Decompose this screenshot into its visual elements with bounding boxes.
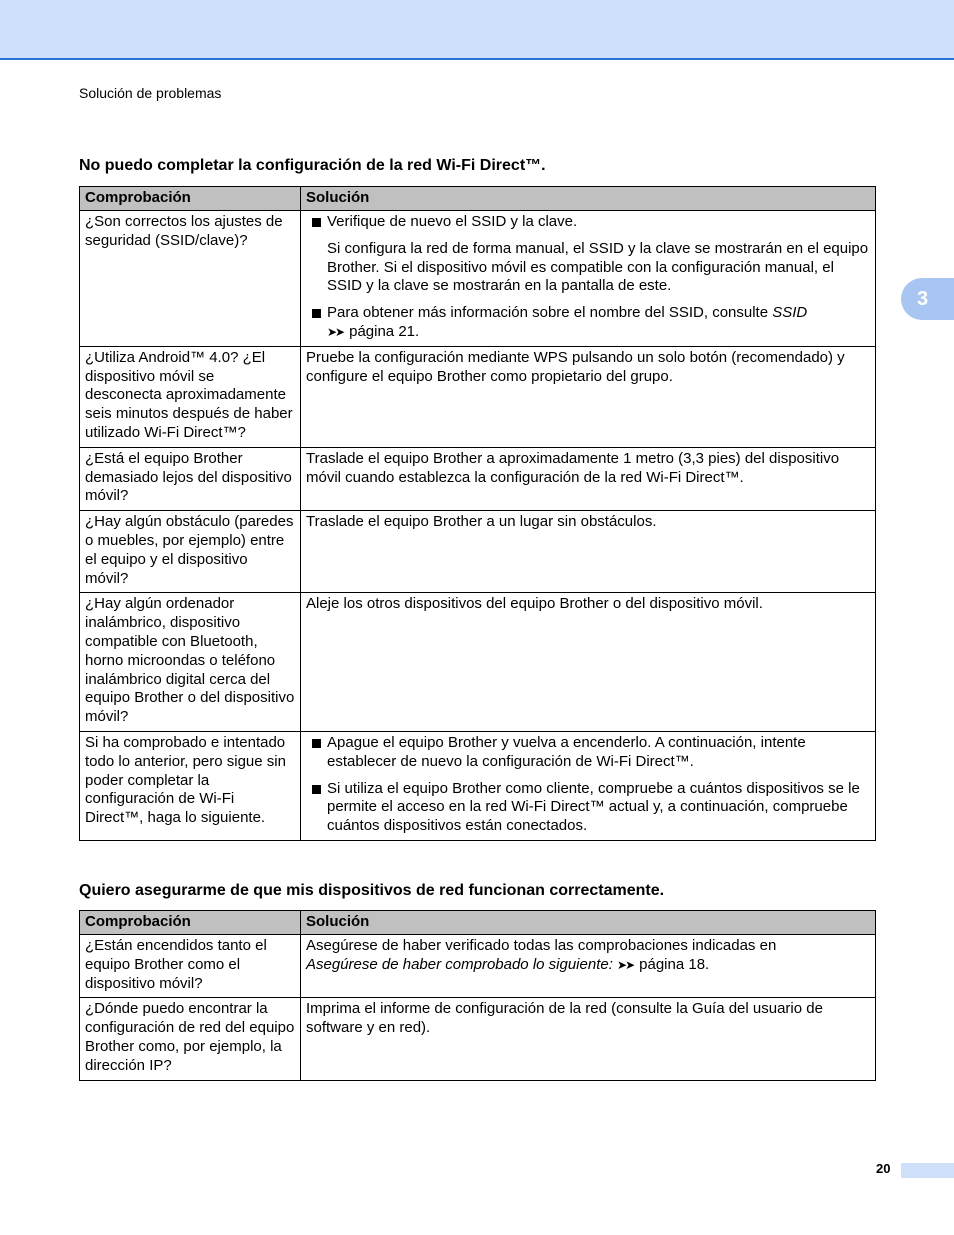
table-row <box>80 346 876 447</box>
column-header-solution: Solución <box>301 911 876 935</box>
check-cell: ¿Hay algún obstáculo (paredes o muebles, por ejemplo) entre el equipo y el dispositivo móvil? <box>80 511 301 593</box>
table-header-row <box>80 187 876 211</box>
square-bullet-icon <box>312 218 321 227</box>
bullet-text: Apague el equipo Brother y vuelva a encenderlo. A continuación, intente establecer de nuevo la configuración de Wi-Fi Direct™. <box>327 733 806 770</box>
check-cell: Si ha comprobado e intentado todo lo anterior, pero sigue sin poder completar la configuración de Wi-Fi Direct™, haga lo siguiente. <box>80 731 301 840</box>
running-head: Solución de problemas <box>79 85 222 101</box>
square-bullet-icon <box>312 785 321 794</box>
double-arrow-icon: ➤➤ <box>327 324 344 339</box>
page-number-tab <box>901 1163 954 1178</box>
bullet-list <box>306 213 870 342</box>
column-header-solution: Solución <box>301 187 876 211</box>
section-heading-network-check: Quiero asegurarme de que mis dispositivos de red funcionan correctamente. <box>79 882 665 899</box>
table-row <box>80 447 876 510</box>
check-cell: ¿Están encendidos tanto el equipo Brother como el dispositivo móvil? <box>80 935 301 998</box>
cross-reference-link[interactable]: Asegúrese de haber comprobado lo siguiente: <box>306 955 613 973</box>
cross-reference-link[interactable]: SSID <box>772 304 808 322</box>
bullet-item <box>306 734 870 772</box>
solution-cell: Traslade el equipo Brother a un lugar sin obstáculos. <box>301 511 876 593</box>
bullet-sub-paragraph: Si configura la red de forma manual, el SSID y la clave se mostrarán en el equipo Brother. Si el dispositivo móvil es compatible con la configuración manual, el SSID y la clave se mostrarán en la pantalla de este. <box>327 239 869 295</box>
table-row <box>80 731 876 840</box>
bullet-text: Para obtener más información sobre el nombre del SSID, consulte <box>327 304 773 322</box>
chapter-number: 3 <box>916 287 929 310</box>
bullet-item <box>306 213 870 296</box>
bullet-item <box>306 780 870 836</box>
check-cell: ¿Dónde puedo encontrar la configuración de red del equipo Brother como, por ejemplo, la dirección IP? <box>80 998 301 1080</box>
top-rule <box>0 58 954 60</box>
bullet-item <box>306 304 870 342</box>
section-heading-wifi-direct: No puedo completar la configuración de la red Wi-Fi Direct™. <box>79 157 546 174</box>
square-bullet-icon <box>312 309 321 318</box>
solution-cell: Traslade el equipo Brother a aproximadamente 1 metro (3,3 pies) del dispositivo móvil cuando establezca la configuración de la red Wi-Fi Direct™. <box>301 447 876 510</box>
solution-cell: Pruebe la configuración mediante WPS pulsando un solo botón (recomendado) y configure el equipo Brother como propietario del grupo. <box>301 346 876 447</box>
chapter-tab[interactable] <box>901 278 954 320</box>
page-reference: página 18. <box>639 955 710 973</box>
check-cell: ¿Hay algún ordenador inalámbrico, dispositivo compatible con Bluetooth, horno microondas o teléfono inalámbrico digital cerca del equipo Brother o del dispositivo móvil? <box>80 593 301 732</box>
solution-cell <box>301 731 876 840</box>
solution-text: Asegúrese de haber verificado todas las comprobaciones indicadas en <box>306 937 777 954</box>
page-reference: página 21. <box>349 322 420 340</box>
page-number: 20 <box>876 1161 891 1176</box>
column-header-check: Comprobación <box>80 911 301 935</box>
table-row <box>80 211 876 347</box>
solution-cell <box>301 211 876 347</box>
bullet-text: Si utiliza el equipo Brother como cliente, compruebe a cuántos dispositivos se le permite el acceso en la red Wi-Fi Direct™ actual y, a continuación, compruebe cuántos dispositivos están conectados. <box>327 779 860 835</box>
bullet-text: Verifique de nuevo el SSID y la clave. <box>327 213 578 230</box>
column-header-check: Comprobación <box>80 187 301 211</box>
check-cell: ¿Son correctos los ajustes de seguridad (SSID/clave)? <box>80 211 301 347</box>
table-row <box>80 511 876 593</box>
check-cell: ¿Está el equipo Brother demasiado lejos del dispositivo móvil? <box>80 447 301 510</box>
troubleshoot-table-network <box>79 910 876 1081</box>
troubleshoot-table-wifi-direct <box>79 186 876 841</box>
table-header-row <box>80 911 876 935</box>
square-bullet-icon <box>312 739 321 748</box>
table-row <box>80 593 876 732</box>
solution-cell <box>301 935 876 998</box>
table-row <box>80 935 876 998</box>
double-arrow-icon: ➤➤ <box>617 957 634 972</box>
top-color-band <box>0 0 954 58</box>
check-cell: ¿Utiliza Android™ 4.0? ¿El dispositivo móvil se desconecta aproximadamente seis minutos después de haber utilizado Wi-Fi Direct™? <box>80 346 301 447</box>
bullet-list <box>306 734 870 836</box>
table-row <box>80 998 876 1080</box>
solution-cell: Imprima el informe de configuración de la red (consulte la Guía del usuario de software y en red). <box>301 998 876 1080</box>
solution-cell: Aleje los otros dispositivos del equipo Brother o del dispositivo móvil. <box>301 593 876 732</box>
